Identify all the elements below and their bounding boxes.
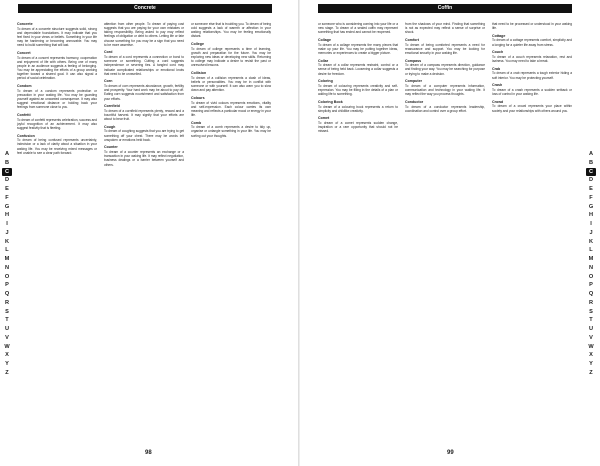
entry-body: or someone else that is troubling you. To dream of being cold suggests a lack of warmth or affection in your waking relationships. You may be feeling emotionally distant. [191,22,271,39]
dictionary-entry [318,100,398,113]
index-letter-h[interactable]: H [588,212,594,219]
entry-body: from the shadows of your mind. Finding that something is not as expected may reflect a sense of surprise or shock. [405,22,485,35]
entry-title: Counter [104,145,118,150]
dictionary-entry [492,67,572,80]
entry-body: To dream of a conductor represents leadership, coordination and control over a group effort. [405,104,485,113]
entry-title: Condom [17,84,32,89]
entry-title: Colours [191,95,205,100]
entry-body: To dream of being confused represents uncertainty, indecision or a lack of clarity about a situation in your waking life. You may be receiving mixed messages or feel unable to see a clear path forward. [17,138,97,155]
entry-body: To dream of a collar represents restraint, control or a sense of being held back. Loosening a collar suggests a desire for freedom. [318,63,398,76]
entry-title: Crowd [492,99,504,104]
index-letter-r[interactable]: R [4,299,10,306]
index-letter-d[interactable]: D [4,177,10,184]
text-column [318,22,398,137]
dictionary-entry [104,79,184,100]
index-letter-y[interactable]: Y [589,361,593,367]
dictionary-entry [318,38,398,55]
index-letter-r[interactable]: R [588,299,594,306]
text-column [104,22,184,170]
index-letter-b[interactable]: B [4,159,10,166]
index-letter-n[interactable]: N [4,264,10,271]
entry-title: Crash [492,83,503,88]
dictionary-entry [405,100,485,113]
dictionary-entry [191,42,271,67]
index-letter-u[interactable]: U [588,326,594,332]
index-letter-t[interactable]: T [5,317,9,324]
index-letter-h[interactable]: H [4,212,10,219]
entry-body: To dream of a concert represents harmony, cooperation and enjoyment of life with others. Being one of many people in an audience suggests a feeling of belonging. You may be appreciating the efforts of a group working together toward a shared goal. It can also signal a period of social celebration. [17,55,97,81]
index-letter-w[interactable]: W [4,343,10,350]
page-number: 99 [447,450,454,456]
dictionary-entry [318,59,398,76]
dictionary-entry [17,84,97,109]
index-letter-f[interactable]: F [5,194,9,201]
index-letter-z[interactable]: Z [589,369,593,376]
index-letter-p[interactable]: P [589,282,593,289]
entry-title: Corn [104,79,113,84]
dictionary-entry [492,83,572,96]
entry-body: attention from other people. To dream of paying cost suggests that you are paying for your own mistakes or taking responsibility. Being asked to pay may reflect feelings of obligation or debt to others. Letting life or fate choose something for you may be a sign that you need to be more assertive. [104,22,184,47]
entry-body: To dream of colouring represents creativity and self-expression. You may be filling in the details of a plan or adding life to something. [318,83,398,97]
index-letter-n[interactable]: N [588,264,594,271]
index-letter-v[interactable]: V [589,334,593,341]
dictionary-entry [191,71,271,92]
dictionary-entry [104,104,184,121]
index-letter-m[interactable]: M [4,256,10,262]
index-letter-i[interactable]: I [6,221,8,227]
entry-body: that need to be processed or understood in your waking life. [492,22,572,31]
dictionary-entry [104,50,184,75]
running-header: Coffin [318,4,572,13]
entry-title: Cottage [492,33,506,38]
dictionary-entry [104,22,184,47]
entry-body: To dream of a condom represents protection or precaution in your waking life. You may be guarding yourself against an unwanted consequence. It may also suggest emotional distance or holding back your feelings from someone close to you. [17,88,97,110]
index-letter-c[interactable]: C [2,168,12,177]
entry-title: Comb [191,120,202,125]
dictionary-entry [405,59,485,76]
entry-body: To dream of a cornfield represents plenty, reward and a bountiful harvest. It may signify that your efforts are about to bear fruit. [104,108,184,122]
entry-body: To dream of a computer represents information, communication and technology in your waking life. It may reflect the way you process thoughts. [405,83,485,97]
index-letter-x[interactable]: X [589,352,593,359]
index-letter-t[interactable]: T [589,317,593,324]
dictionary-entry [104,125,184,142]
index-letter-q[interactable]: Q [588,291,594,297]
index-letter-l[interactable]: L [5,247,9,254]
dictionary-entry [191,121,271,138]
dictionary-entry [405,79,485,96]
entry-title: Concrete [17,22,33,26]
entry-title: Conductor [405,99,424,104]
entry-body: To dream of a colouring book represents a return to simplicity and childlike creativity. [318,104,398,113]
dictionary-entry [492,50,572,63]
entry-title: Cord [104,50,113,55]
dictionary-entry [405,38,485,55]
index-letter-g[interactable]: G [588,203,594,210]
entry-title: Concert [17,50,31,55]
running-header: Concrete [18,4,272,13]
entry-body: To dream of a crab represents a tough exterior hiding a soft interior. You may be protecting yourself. [492,71,572,80]
dictionary-entry [318,79,398,96]
dictionary-entry [191,22,271,39]
index-letter-z[interactable]: Z [5,369,9,376]
entry-body: To dream of college represents a time of learning, growth and preparation for the future. You may be exploring new ideas or developing new skills. Returning to college may indicate a desire to revisit the past or unresolved lessons. [191,46,271,68]
entry-body: To dream of a collage represents the many pieces that make up your life. You may be putting together ideas, memories or experiences to create a bigger picture. [318,42,398,55]
dictionary-entry [405,22,485,34]
entry-body: To dream of coughing suggests that you are trying to get something off your chest. There may be words left unspoken or emotions held back. [104,129,184,142]
index-letter-a[interactable]: A [4,151,10,157]
entry-body: To dream of a couch represents relaxation, rest and laziness. You may need to take a break. [492,54,572,64]
entry-body: To dream of a crash represents a sudden setback or loss of control in your waking life. [492,87,572,97]
index-letter-c[interactable]: C [586,168,596,177]
page-number: 98 [145,450,152,456]
index-letter-m[interactable]: M [588,256,594,262]
index-letter-o[interactable]: O [4,273,10,280]
dictionary-entry [318,116,398,133]
entry-body: To dream of a collision represents a clash of ideas, beliefs or personalities. You may be in conflict with someone or with yourself. It can also warn you to slow down and pay attention. [191,75,271,93]
entry-title: Cough [104,124,116,129]
index-letter-b[interactable]: B [588,159,594,166]
entry-body: To dream of a comb represents a desire to tidy up, organise or untangle something in your life. You may be sorting out your thoughts. [191,125,271,138]
index-letter-k[interactable]: K [4,238,10,245]
entry-title: Comet [318,116,330,121]
entry-title: Collision [191,71,207,76]
index-letter-d[interactable]: D [588,177,594,184]
entry-body: To dream of a counter represents an exchange or a transaction in your waking life. It may reflect negotiation, business dealings or a barrier between yourself and others. [104,150,184,167]
entry-body: To dream of a cord represents a connection or bond to someone or something. Cutting a cord suggests independence or severing ties. A tangled cord may indicate complicated relationships or emotional knots that need to be unravelled. [104,55,184,76]
entry-title: Crab [492,66,501,71]
text-column [492,22,572,116]
entry-body: To dream of a crowd represents your place within society and your relationships with others around you. [492,104,572,113]
entry-body: To dream of being comforted represents a need for reassurance and support. You may be looking for emotional security in your waking life. [405,42,485,55]
index-letter-a[interactable]: A [588,151,594,157]
entry-body: To dream of confetti represents celebration, success and joyful recognition of an achievement. It may also suggest festivity that is fleeting. [17,117,97,130]
dictionary-entry [492,34,572,47]
index-letter-y[interactable]: Y [5,361,9,367]
dictionary-entry [492,22,572,30]
entry-title: Coloring Book [318,99,343,104]
index-letter-l[interactable]: L [589,247,593,254]
index-letter-k[interactable]: K [588,238,594,245]
index-letter-g[interactable]: G [4,203,10,210]
dictionary-entry [191,96,271,117]
index-letter-j[interactable]: J [589,229,593,236]
entry-body: To dream of a compass represents direction, guidance and finding your way. You may be searching for purpose or trying to make a decision. [405,63,485,76]
index-letter-s[interactable]: S [5,308,9,315]
dictionary-entry [17,113,97,130]
entry-body: To dream of corn represents abundance, growth, fertility and prosperity. Your hard work may be about to pay off. Eating corn suggests nourishment and satisfaction from your efforts. [104,84,184,101]
entry-title: Couch [492,50,504,55]
entry-body: To dream of vivid colours represents emotions, vitality and self-expression. Each colour carries its own meaning and reflects a particular mood or energy in your life. [191,100,271,117]
dictionary-entry [492,100,572,113]
index-letter-v[interactable]: V [5,334,9,341]
entry-body: To dream of a comet represents sudden change, inspiration or a rare opportunity that should not be missed. [318,120,398,134]
alphabet-index [586,150,596,378]
dictionary-entry [17,134,97,155]
entry-title: Collar [318,58,329,63]
entry-title: Comfort [405,37,419,42]
right-page [300,0,600,466]
entry-title: Confetti [17,112,31,117]
index-letter-i[interactable]: I [590,221,592,227]
text-column [191,22,271,141]
index-letter-x[interactable]: X [5,352,9,359]
entry-title: Collage [318,37,331,42]
text-column [405,22,485,116]
dictionary-entry [318,22,398,34]
entry-title: Cornfield [104,104,120,109]
index-letter-p[interactable]: P [5,282,9,289]
index-letter-w[interactable]: W [588,343,594,350]
entry-body: or someone who is considering coming into your life or a new stage. To dream of a sealed coffin may represent something that has ended and cannot be reopened. [318,22,398,35]
dictionary-entry [17,51,97,81]
index-letter-s[interactable]: S [589,308,593,315]
entry-title: Compass [405,58,422,63]
index-letter-q[interactable]: Q [4,291,10,297]
alphabet-index [2,150,12,378]
dictionary-entry [17,22,97,47]
index-letter-o[interactable]: O [588,273,594,280]
index-letter-e[interactable]: E [589,186,593,192]
index-letter-e[interactable]: E [5,186,9,192]
text-column [17,22,97,158]
index-letter-j[interactable]: J [5,229,9,236]
entry-body: To dream of a concrete structure suggests solid, strong and dependable foundations. It may indicate that you feel fixed in your views or beliefs. Something in your life may be hardening or becoming unmovable. You may need to build something that will last. [17,26,97,48]
entry-title: College [191,42,204,47]
entry-title: Confusion [17,133,35,138]
entry-body: To dream of a cottage represents comfort, simplicity and a longing for a quieter life away from stress. [492,38,572,47]
dictionary-entry [104,145,184,166]
entry-title: Computer [405,79,422,84]
entry-title: Coloring [318,79,333,84]
index-letter-u[interactable]: U [4,326,10,332]
index-letter-f[interactable]: F [589,194,593,201]
